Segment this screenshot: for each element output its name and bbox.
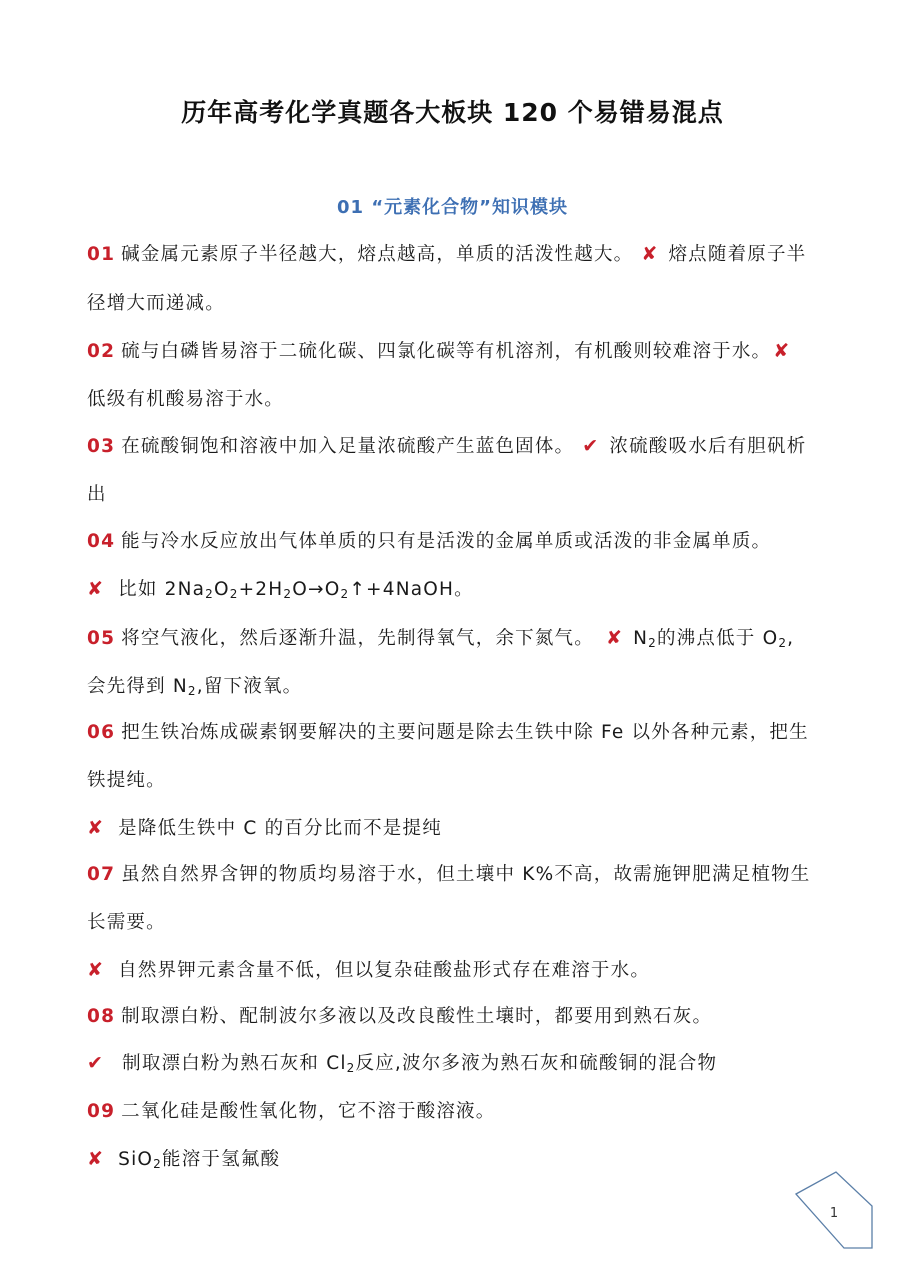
note-text: O	[214, 579, 230, 600]
note-text: +2H	[238, 579, 284, 600]
item-02-line-1	[87, 337, 800, 363]
subscript: 2	[205, 587, 214, 601]
section-heading: 01 “元素化合物”知识模块	[337, 197, 568, 218]
item-03-line-2: 出	[87, 484, 107, 505]
item-number: 09	[87, 1101, 116, 1122]
item-05-line-1	[87, 624, 794, 650]
cross-mark-icon: ✘	[87, 578, 105, 600]
item-statement: 碱金属元素原子半径越大，熔点越高，单质的活泼性越大。	[121, 244, 634, 265]
item-06-line-2: 铁提纯。	[87, 770, 166, 791]
page-number: 1	[829, 1206, 839, 1221]
item-09-note	[87, 1145, 280, 1171]
note-text: 是降低生铁中 C 的百分比而不是提纯	[118, 818, 442, 839]
item-statement: 虽然自然界含钾的物质均易溶于水，但土壤中 K%不高，故需施钾肥满足植物生	[121, 864, 811, 885]
item-number: 02	[87, 341, 116, 362]
note-text: 能溶于氢氟酸	[162, 1149, 281, 1170]
cross-mark-icon: ✘	[87, 1148, 105, 1170]
note-text: 的沸点低于 O	[656, 628, 779, 649]
item-statement: 二氧化硅是酸性氧化物，它不溶于酸溶液。	[121, 1101, 496, 1122]
item-02-line-2: 低级有机酸易溶于水。	[87, 389, 285, 410]
subscript: 2	[778, 636, 788, 650]
cross-mark-icon: ✘	[605, 627, 624, 649]
item-07-line-1	[87, 860, 810, 886]
item-number: 01	[87, 244, 116, 265]
item-07-line-2: 长需要。	[87, 912, 166, 933]
cross-mark-icon: ✘	[773, 340, 791, 362]
item-08-note	[87, 1049, 717, 1075]
note-text: O→O	[292, 579, 341, 600]
subscript: 2	[153, 1157, 163, 1171]
subscript: 2	[346, 1061, 356, 1075]
note-text: 制取漂白粉为熟石灰和 Cl	[122, 1053, 347, 1074]
item-note: 熔点随着原子半	[668, 244, 807, 265]
note-text: 自然界钾元素含量不低，但以复杂硅酸盐形式存在难溶于水。	[118, 960, 651, 981]
item-03-line-1	[87, 432, 806, 458]
item-number: 06	[87, 722, 116, 743]
cross-mark-icon: ✘	[87, 959, 105, 981]
item-number: 08	[87, 1006, 116, 1027]
item-01-line-2: 径增大而递减。	[87, 293, 225, 314]
item-note: 浓硫酸吸水后有胆矾析	[609, 436, 807, 457]
item-number: 07	[87, 864, 116, 885]
note-text: SiO	[118, 1149, 154, 1170]
item-statement: 能与冷水反应放出气体单质的只有是活泼的金属单质或活泼的非金属单质。	[121, 531, 772, 552]
item-01-line-1	[87, 240, 806, 266]
item-09-line-1	[87, 1097, 495, 1123]
item-statement: 制取漂白粉、配制波尔多液以及改良酸性土壤时，都要用到熟石灰。	[121, 1006, 713, 1027]
cross-mark-icon: ✘	[641, 243, 659, 265]
note-text: 比如 2Na	[118, 579, 206, 600]
note-text: 反应,波尔多液为熟石灰和硫酸铜的混合物	[355, 1053, 718, 1074]
check-mark-icon: ✔	[87, 1052, 105, 1074]
item-04-note	[87, 575, 474, 601]
note-text: N	[633, 628, 649, 649]
item-07-note	[87, 956, 650, 982]
subscript: 2	[340, 587, 350, 601]
subscript: 2	[187, 684, 197, 698]
note-text: ,留下液氧。	[196, 676, 303, 697]
item-06-note	[87, 814, 442, 840]
subscript: 2	[283, 587, 293, 601]
item-number: 05	[87, 628, 116, 649]
cross-mark-icon: ✘	[87, 817, 105, 839]
note-text: ,	[787, 628, 795, 649]
subscript: 2	[229, 587, 239, 601]
item-06-line-1	[87, 718, 809, 744]
subscript: 2	[648, 636, 657, 650]
note-text: 会先得到 N	[87, 676, 188, 697]
note-text: ↑+4NaOH。	[349, 579, 474, 600]
item-04-line-1	[87, 527, 771, 553]
check-mark-icon: ✔	[582, 435, 600, 457]
item-05-line-2	[87, 672, 302, 698]
item-number: 03	[87, 436, 116, 457]
item-statement: 硫与白磷皆易溶于二硫化碳、四氯化碳等有机溶剂，有机酸则较难溶于水。	[121, 341, 772, 362]
item-statement: 在硫酸铜饱和溶液中加入足量浓硫酸产生蓝色固体。	[121, 436, 575, 457]
item-statement: 将空气液化，然后逐渐升温，先制得氧气，余下氮气。	[121, 628, 594, 649]
document-title: 历年高考化学真题各大板块 120 个易错易混点	[181, 98, 724, 127]
item-08-line-1	[87, 1002, 712, 1028]
item-statement: 把生铁冶炼成碳素钢要解决的主要问题是除去生铁中除 Fe 以外各种元素，把生	[121, 722, 809, 743]
item-number: 04	[87, 531, 116, 552]
